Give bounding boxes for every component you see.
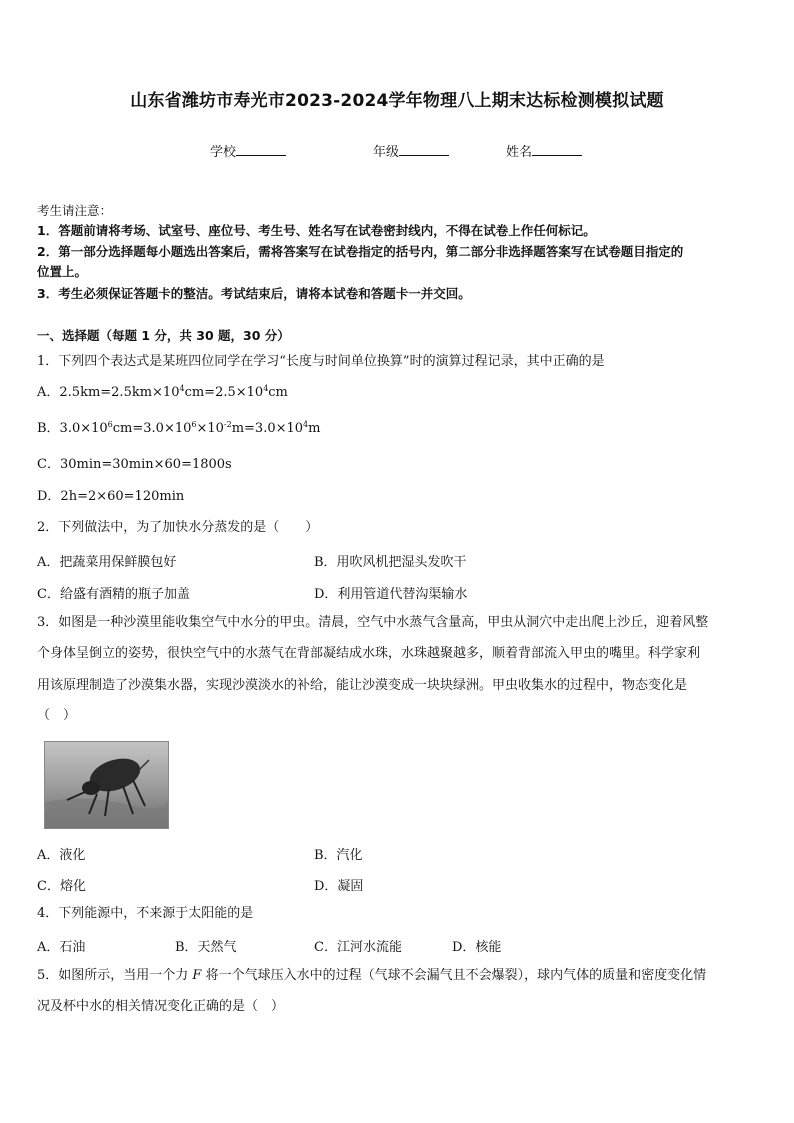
q1-b-exp-1: 6 (107, 420, 113, 429)
beetle-photo (44, 741, 169, 829)
q2-option-a[interactable]: A．把蔬菜用保鲜膜包好 (37, 555, 177, 570)
student-info-row (0, 141, 794, 161)
beetle-photo-icon (45, 742, 168, 828)
q5-stem-line-2: 况及杯中水的相关情况变化正确的是（ ） (37, 999, 285, 1014)
q1-a-exp-1: 4 (179, 384, 185, 393)
page-title: 山东省潍坊市寿光市2023-2024学年物理八上期末达标检测模拟试题 (130, 91, 664, 111)
school-blank[interactable] (236, 143, 286, 156)
notice-heading: 考生请注意： (37, 203, 113, 218)
q1-b-exp-4: 4 (303, 420, 309, 429)
q3-stem-line-3: 用该原理制造了沙漠集水器，实现沙漠淡水的补给，能让沙漠变成一块块绿洲。甲虫收集水的过程中，物态变化是 (37, 678, 688, 693)
q4-option-d[interactable]: D．核能 (452, 940, 502, 955)
q4-stem: 4．下列能源中，不来源于太阳能的是 (37, 906, 254, 921)
q1-a-text-3: cm (268, 385, 288, 400)
q1-option-b[interactable] (37, 421, 320, 437)
q3-option-b[interactable]: B．汽化 (314, 848, 363, 863)
q1-option-c[interactable]: C．30min=30min×60=1800s (37, 457, 232, 472)
q1-a-text-1: A．2.5km=2.5km×10 (37, 385, 180, 400)
q4-option-a[interactable]: A．石油 (37, 940, 86, 955)
name-field[interactable] (506, 141, 582, 160)
q5-force-symbol: F (192, 968, 202, 983)
q1-option-a[interactable] (37, 385, 288, 401)
q4-option-b[interactable]: B．天然气 (175, 940, 237, 955)
q1-b-exp-2: 6 (191, 420, 197, 429)
q3-option-d[interactable]: D．凝固 (314, 879, 364, 894)
notice-item-2-cont: 位置上。 (37, 264, 88, 279)
q2-option-d[interactable]: D．利用管道代替沟渠输水 (314, 587, 468, 602)
q2-option-b[interactable]: B．用吹风机把湿头发吹干 (314, 555, 467, 570)
notice-item-2: 2．第一部分选择题每小题选出答案后，需将答案写在试卷指定的括号内，第二部分非选择题答案写在试卷题目指定的 (37, 244, 684, 259)
name-blank[interactable] (532, 143, 582, 156)
q4-option-c[interactable]: C．江河水流能 (314, 940, 402, 955)
q3-stem-line-2: 个身体呈倒立的姿势，很快空气中的水蒸气在背部凝结成水珠，水珠越聚越多，顺着背部流入甲虫的嘴里。科学家利 (37, 646, 701, 661)
grade-blank[interactable] (399, 143, 449, 156)
school-field[interactable] (210, 141, 286, 160)
q1-b-text-4: m=3.0×10 (231, 421, 304, 436)
q5-text-2: 将一个气球压入水中的过程（气球不会漏气且不会爆裂），球内气体的质量和密度变化情 (201, 968, 707, 983)
q3-option-c[interactable]: C．熔化 (37, 879, 86, 894)
q1-a-exp-2: 4 (263, 384, 269, 393)
grade-field[interactable] (373, 141, 449, 160)
q1-b-text-2: cm=3.0×10 (112, 421, 192, 436)
q1-b-text-5: m (308, 421, 321, 436)
q3-option-a[interactable]: A．液化 (37, 848, 86, 863)
q1-b-exp-3: -2 (223, 420, 232, 429)
q2-stem: 2．下列做法中，为了加快水分蒸发的是（ ） (37, 520, 319, 535)
q2-option-c[interactable]: C．给盛有酒精的瓶子加盖 (37, 587, 190, 602)
notice-item-3: 3．考生必须保证答题卡的整洁。考试结束后，请将本试卷和答题卡一并交回。 (37, 286, 471, 301)
school-label: 学校 (210, 145, 237, 160)
notice-item-1: 1．答题前请将考场、试室号、座位号、考生号、姓名写在试卷密封线内，不得在试卷上作任何标记。 (37, 223, 596, 238)
q5-stem-line-1 (37, 968, 706, 984)
q3-stem-line-1: 3．如图是一种沙漠里能收集空气中水分的甲虫。清晨，空气中水蒸气含量高，甲虫从洞穴中走出爬上沙丘，迎着风整 (37, 615, 709, 630)
q5-text-1: 5．如图所示，当用一个力 (37, 968, 193, 983)
grade-label: 年级 (373, 145, 400, 160)
q1-a-text-2: cm=2.5×10 (184, 385, 264, 400)
q1-option-d[interactable]: D．2h=2×60=120min (37, 489, 185, 504)
q1-b-text-3: ×10 (196, 421, 224, 436)
name-label: 姓名 (506, 145, 533, 160)
q3-stem-line-4: （ ） (37, 708, 77, 723)
section-heading: 一、选择题（每题 1 分，共 30 题，30 分） (37, 328, 290, 343)
q1-b-text-1: B．3.0×10 (37, 421, 108, 436)
q1-stem: 1．下列四个表达式是某班四位同学在学习“长度与时间单位换算”时的演算过程记录，其中正确的是 (37, 354, 605, 369)
